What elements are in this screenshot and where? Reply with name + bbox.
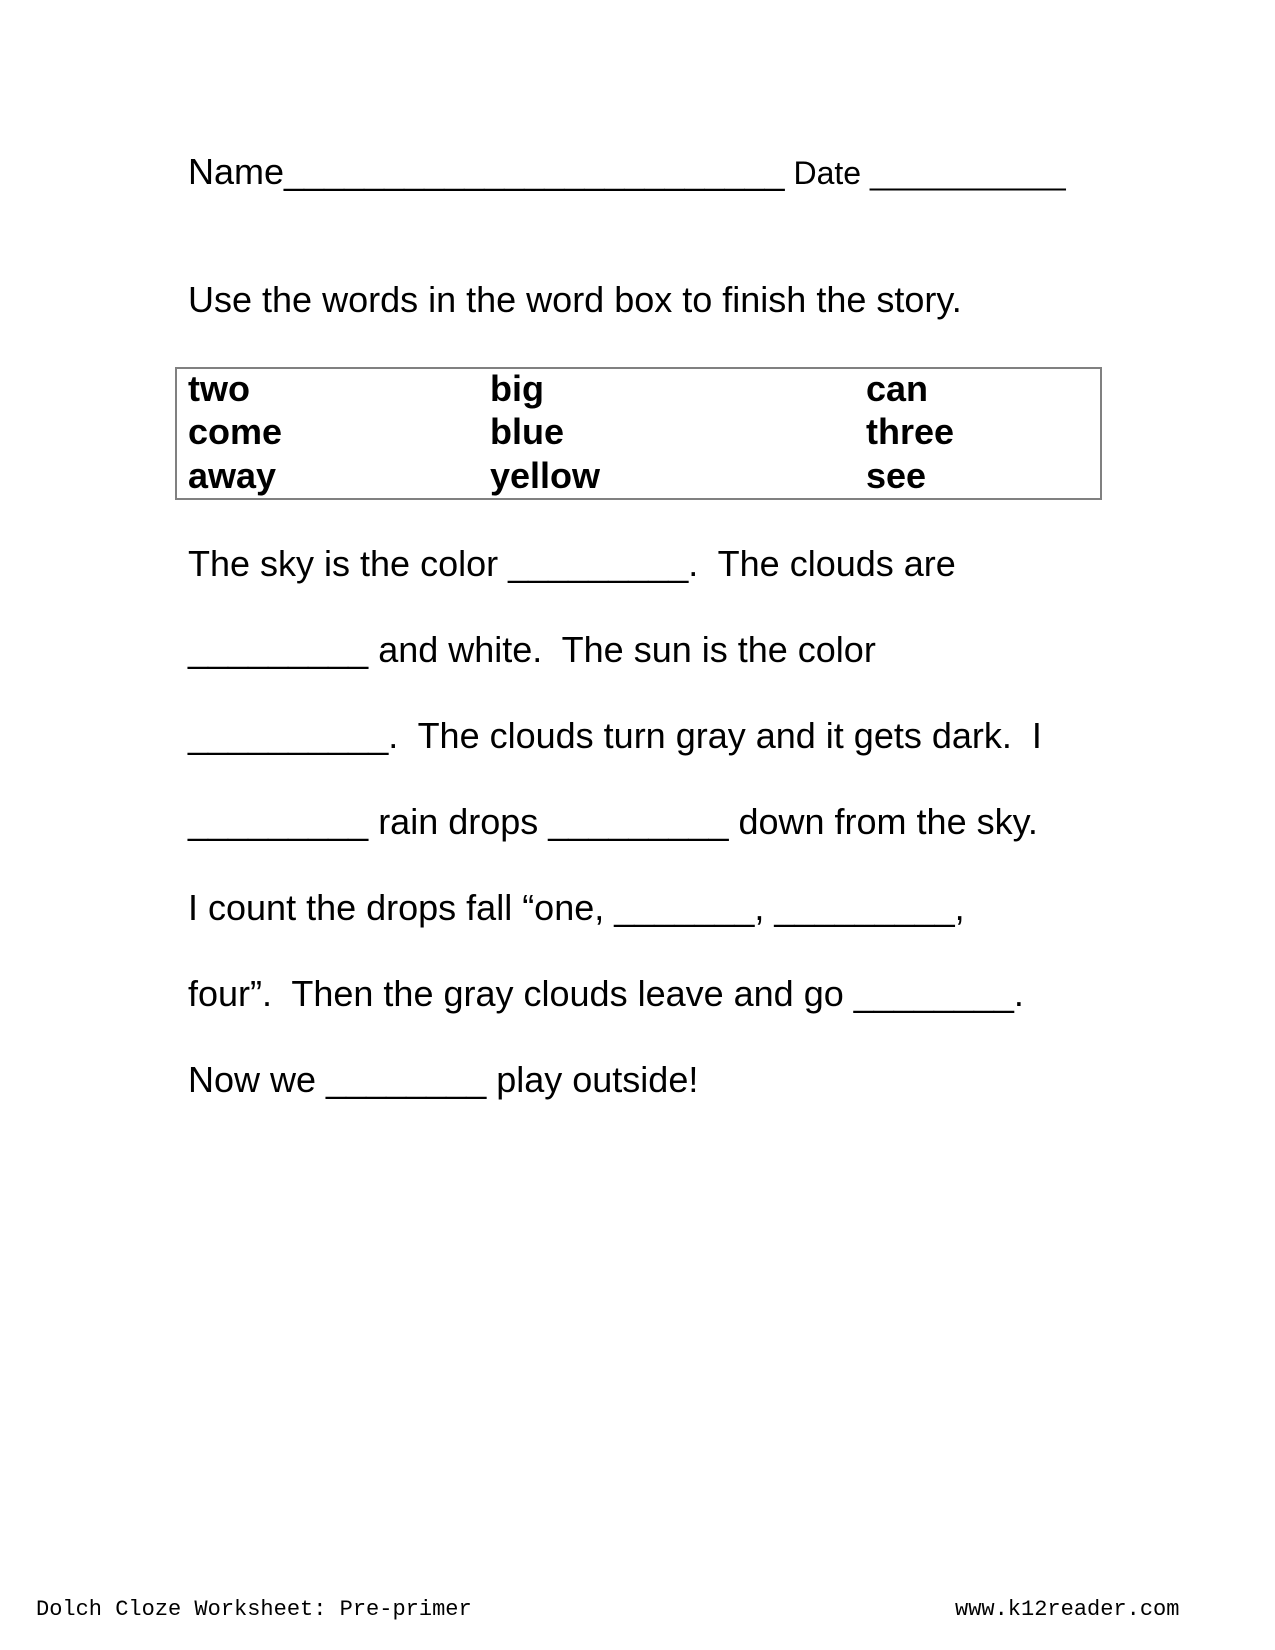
story-line: The sky is the color _________. The clouds are	[188, 543, 956, 584]
word-box-item: come	[188, 411, 283, 452]
story-line: __________. The clouds turn gray and it gets dark. I	[188, 715, 1042, 756]
story-line: four”. Then the gray clouds leave and go ________.	[188, 973, 1024, 1014]
word-box-item: away	[188, 455, 277, 496]
instructions: Use the words in the word box to finish the story.	[188, 279, 962, 320]
word-box-item: yellow	[490, 455, 601, 496]
story-line: _________ rain drops _________ down from the sky.	[188, 801, 1038, 842]
name-field[interactable]: Name_________________________	[188, 151, 785, 192]
story-line: I count the drops fall “one, _______, _________,	[188, 887, 965, 928]
story-line: _________ and white. The sun is the color	[188, 629, 876, 670]
word-box-item: two	[188, 368, 250, 409]
word-box-item: can	[866, 368, 929, 409]
word-box-item: three	[866, 411, 955, 452]
date-field[interactable]: Date ___________	[784, 155, 1066, 191]
word-box-item: blue	[490, 411, 565, 452]
story-line: Now we ________ play outside!	[188, 1059, 699, 1100]
footer-title: Dolch Cloze Worksheet: Pre-primer	[36, 1597, 472, 1622]
word-box-item: big	[490, 368, 544, 409]
footer-website: www.k12reader.com	[955, 1597, 1180, 1622]
word-box	[175, 367, 1102, 500]
word-box-item: see	[866, 455, 927, 496]
name-date-row	[188, 148, 1066, 197]
